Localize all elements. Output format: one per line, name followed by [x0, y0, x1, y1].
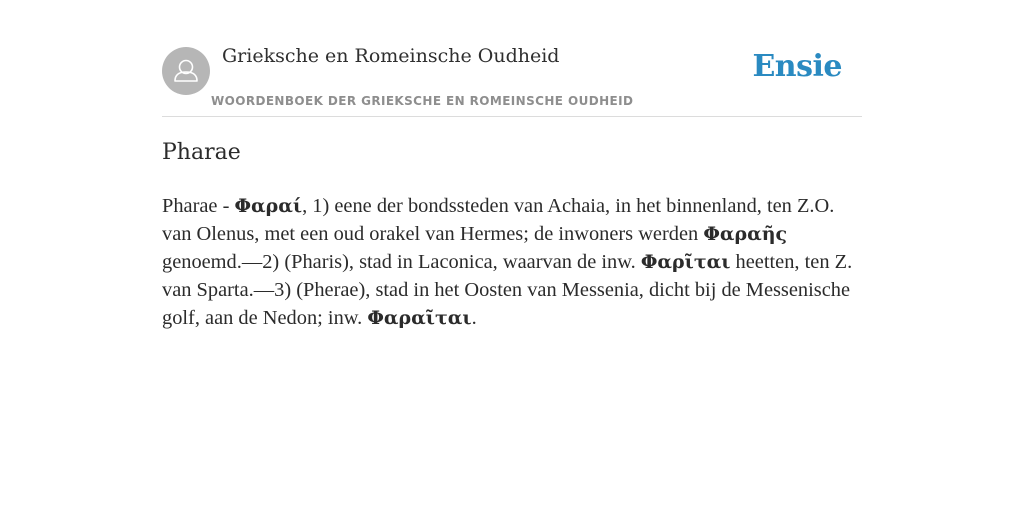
definition-text: genoemd.—2) (Pharis), stad in Laconica, waarvan de inw.	[162, 251, 641, 273]
definition-text: , 1) eene der bondssteden van Achaia, in het binnenland, ten Z.O. van Olenus, met een oud orakel van Hermes; de inwoners werden	[162, 195, 835, 245]
greek-term: Φαρῖται	[640, 251, 731, 273]
greek-term: Φαραί	[234, 195, 303, 217]
entry-title: Pharae	[162, 140, 241, 165]
avatar[interactable]	[162, 47, 210, 95]
definition-text: Pharae -	[162, 195, 235, 217]
user-icon	[162, 47, 210, 95]
dictionary-header	[162, 0, 862, 117]
dictionary-subtitle: WOORDENBOEK DER GRIEKSCHE EN ROMEINSCHE OUDHEID	[211, 94, 634, 108]
entry-definition	[162, 192, 862, 332]
definition-text: heetten, ten Z. van Sparta.—3) (Pherae), stad in het Oosten van Messenia, dicht bij de Messenische golf, aan de Nedon; inw.	[162, 251, 853, 329]
greek-term: Φαραῖται	[367, 307, 472, 329]
ensie-logo-link[interactable]: Ensie	[752, 49, 842, 84]
dictionary-title-link[interactable]: Grieksche en Romeinsche Oudheid	[222, 45, 560, 67]
definition-text: .	[471, 307, 477, 329]
greek-term: Φαραῆς	[703, 223, 788, 245]
page-container	[162, 0, 862, 329]
